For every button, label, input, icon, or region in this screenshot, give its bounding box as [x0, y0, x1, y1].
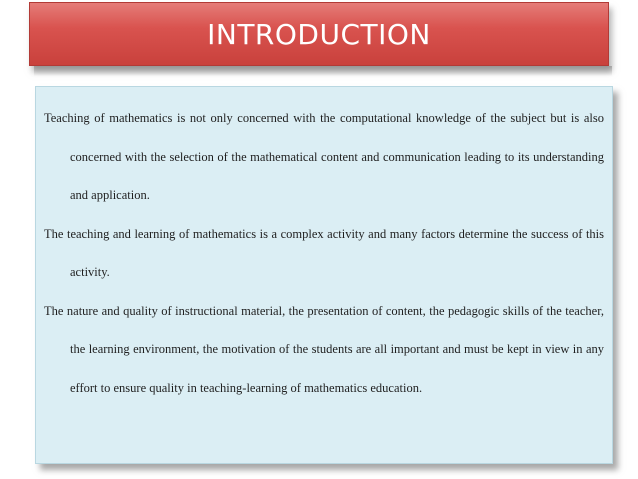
paragraph-3: The nature and quality of instructional material, the presentation of content, the pedagogic skills of the teacher, the learning environment, the motivation of the students are all important and must be kept in view in any effort to ensure quality in teaching-learning of mathematics education. — [44, 303, 604, 395]
paragraph-2: The teaching and learning of mathematics is a complex activity and many factors determine the success of this activity. — [44, 226, 604, 279]
paragraph-1: Teaching of mathematics is not only concerned with the computational knowledge of the subject but is also concerned with the selection of the mathematical content and communication leading to its understanding and application. — [44, 111, 604, 202]
title-shadow — [34, 66, 612, 76]
content-box — [35, 86, 613, 464]
title-bar — [29, 2, 609, 66]
slide-title: INTRODUCTION — [207, 17, 431, 51]
